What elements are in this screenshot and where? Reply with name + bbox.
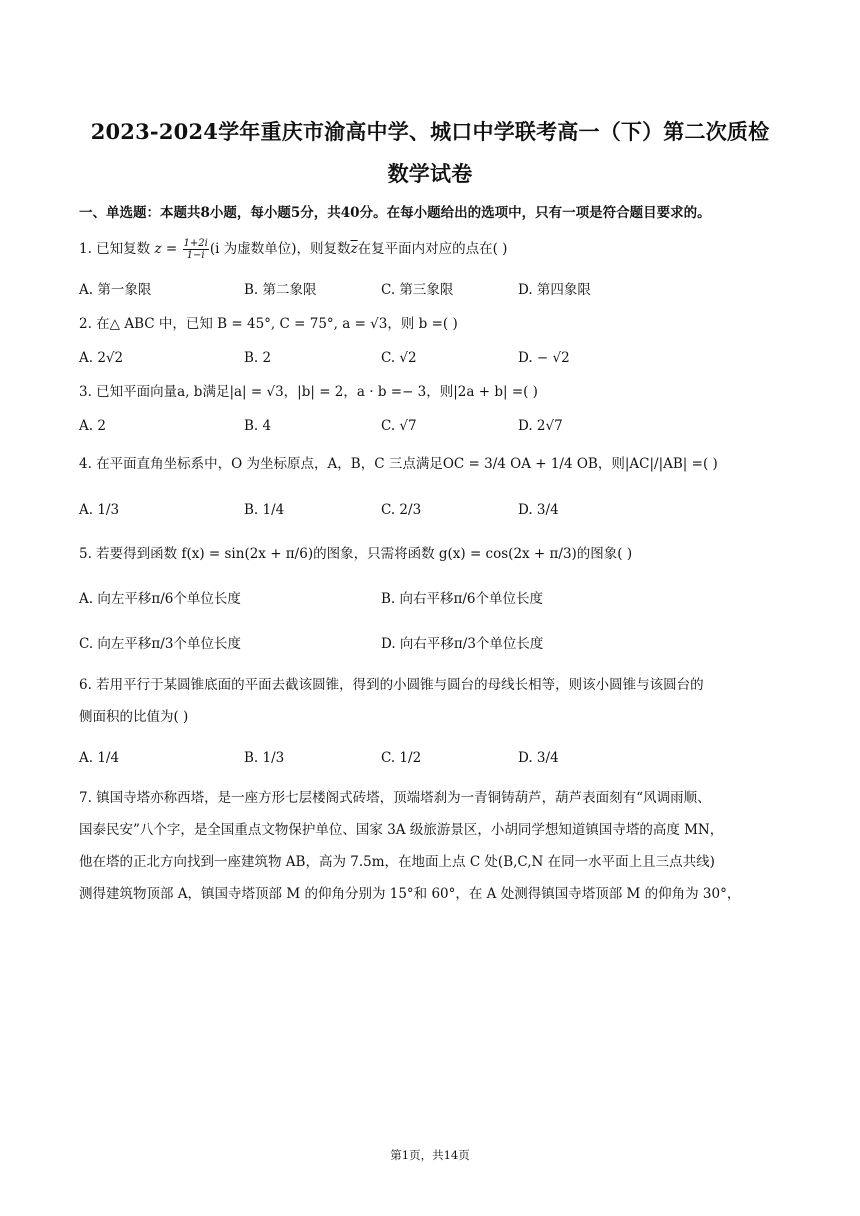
q6-option-c[interactable]: C. 1/2 [381, 750, 422, 766]
question-1-pre: 1. 已知复数 [79, 241, 151, 257]
question-2: 2. 在△ ABC 中，已知 B = 45°, C = 75°, a = √3，则 b =( ) [79, 316, 458, 332]
question-4: 4. 在平面直角坐标系中，O 为坐标原点，A，B，C 三点满足OC = 3/4 OA + 1/4 OB，则|AC|/|AB| =( ) [79, 456, 718, 472]
question-7-line-2: 国泰民安”八个字，是全国重点文物保护单位、国家 3A 级旅游景区，小胡同学想知道镇国寺塔的高度 MN， [79, 822, 724, 838]
q4-option-c[interactable]: C. 2/3 [381, 502, 422, 518]
q1-option-d[interactable]: D. 第四象限 [518, 282, 591, 298]
question-1-post: 在复平面内对应的点在( ) [357, 241, 508, 257]
q3-option-b[interactable]: B. 4 [244, 418, 272, 434]
q1-option-b[interactable]: B. 第二象限 [244, 282, 317, 298]
q6-option-a[interactable]: A. 1/4 [79, 750, 120, 766]
fraction: $\frac{1+2i}{1-i}$ [183, 238, 208, 261]
page-footer: 第1页，共14页 [390, 1148, 470, 1162]
q6-option-b[interactable]: B. 1/3 [244, 750, 285, 766]
q1-option-c[interactable]: C. 第三象限 [381, 282, 454, 298]
q6-option-d[interactable]: D. 3/4 [518, 750, 559, 766]
exam-subtitle: 数学试卷 [387, 161, 473, 186]
question-6-line-2: 侧面积的比值为( ) [79, 709, 189, 725]
q4-option-d[interactable]: D. 3/4 [518, 502, 559, 518]
section-heading: 一、单选题：本题共8小题，每小题5分，共40分。在每小题给出的选项中，只有一项是符合题目要求的。 [79, 205, 711, 221]
question-7-line-1: 7. 镇国寺塔亦称西塔，是一座方形七层楼阁式砖塔，顶端塔刹为一青铜铸葫芦，葫芦表面刻有“风调雨顺、 [79, 790, 711, 806]
question-1-mid: (i 为虚数单位)，则复数 [209, 241, 351, 257]
question-3: 3. 已知平面向量a, b满足|a| = √3，|b| = 2，a · b =− 3，则|2a + b| =( ) [79, 384, 538, 400]
q2-option-b[interactable]: B. 2 [244, 350, 272, 366]
q2-option-d[interactable]: D. − √2 [518, 350, 570, 366]
q4-option-a[interactable]: A. 1/3 [79, 502, 120, 518]
question-1: 1. 已知复数 z = $\frac{1+2i}{1-i}$ (i 为虚数单位)，则复数$\overline{z}$在复平面内对应的点在( ) [79, 238, 508, 261]
q2-option-c[interactable]: C. √2 [381, 350, 417, 366]
question-5: 5. 若要得到函数 f(x) = sin(2x + π/6)的图象，只需将函数 g(x) = cos(2x + π/3)的图象( ) [79, 546, 633, 562]
q3-option-c[interactable]: C. √7 [381, 418, 417, 434]
question-7-line-4: 测得建筑物顶部 A，镇国寺塔顶部 M 的仰角分别为 15°和 60°，在 A 处测得镇国寺塔顶部 M 的仰角为 30°， [79, 886, 741, 902]
question-7-line-3: 他在塔的正北方向找到一座建筑物 AB，高为 7.5m，在地面上点 C 处(B,C,N 在同一水平面上且三点共线) [79, 854, 715, 870]
q4-option-b[interactable]: B. 1/4 [244, 502, 285, 518]
q3-option-a[interactable]: A. 2 [79, 418, 106, 434]
q5-option-a[interactable]: A. 向左平移π/6个单位长度 [79, 591, 241, 607]
q5-option-d[interactable]: D. 向右平移π/3个单位长度 [381, 636, 544, 652]
exam-title: 2023-2024学年重庆市渝高中学、城口中学联考高一（下）第二次质检 [90, 119, 770, 144]
question-6-line-1: 6. 若用平行于某圆锥底面的平面去截该圆锥，得到的小圆锥与圆台的母线长相等，则该小圆锥与该圆台的 [79, 677, 704, 693]
q1-option-a[interactable]: A. 第一象限 [79, 282, 152, 298]
q3-option-d[interactable]: D. 2√7 [518, 418, 563, 434]
q5-option-c[interactable]: C. 向左平移π/3个单位长度 [79, 636, 241, 652]
q5-option-b[interactable]: B. 向右平移π/6个单位长度 [381, 591, 544, 607]
q2-option-a[interactable]: A. 2√2 [79, 350, 124, 366]
